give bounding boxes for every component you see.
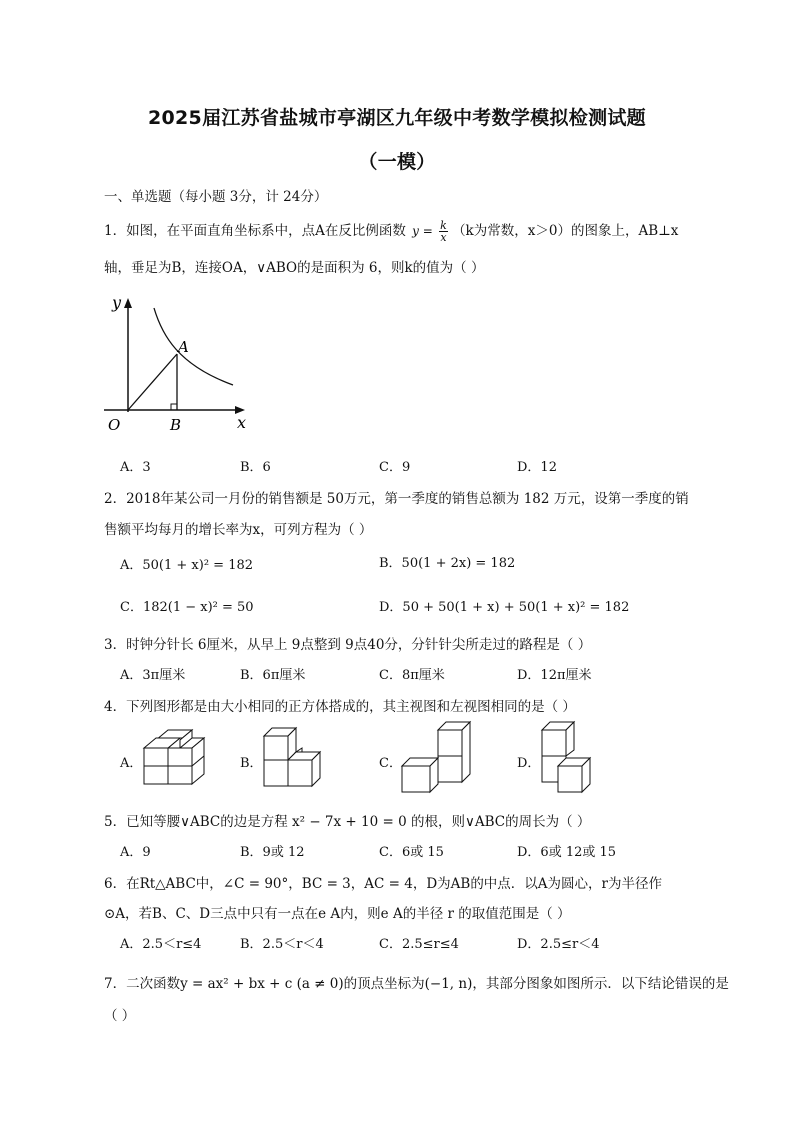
q5-option-a: A．9 bbox=[120, 845, 151, 860]
q1-option-a: A．3 bbox=[120, 460, 151, 475]
page-title: 2025届江苏省盐城市亭湖区九年级中考数学模拟检测试题 bbox=[148, 107, 646, 129]
q2-option-b: B．50(1 + 2x) = 182 bbox=[379, 556, 516, 571]
q5-option-b: B．9或 12 bbox=[240, 845, 305, 860]
right-angle-mark bbox=[171, 404, 177, 410]
label-x: x bbox=[237, 413, 247, 432]
q2-option-a: A．50(1 + x)² = 182 bbox=[120, 558, 254, 573]
q1-option-c: C．9 bbox=[379, 460, 411, 475]
fraction: $\frac{k}{x}$ bbox=[440, 219, 447, 244]
y-axis-arrow bbox=[124, 298, 132, 308]
question-2-line2: 售额平均每月的增长率为x，可列方程为（ ） bbox=[104, 522, 373, 538]
question-2-line1: 2．2018年某公司一月份的销售额是 50万元，第一季度的销售总额为 182 万元，设第一季度的销 bbox=[104, 491, 689, 507]
q4-figure-a bbox=[140, 726, 220, 788]
q2-option-d: D．50 + 50(1 + x) + 50(1 + x)² = 182 bbox=[379, 600, 630, 615]
label-y: y bbox=[112, 293, 122, 312]
question-5-line1: 5．已知等腰∨ABC的边是方程 x² − 7x + 10 = 0 的根，则∨ABC的周长为（ ） bbox=[104, 814, 591, 830]
q4-label-d: D． bbox=[517, 756, 541, 771]
question-4-line1: 4．下列图形都是由大小相同的正方体搭成的，其主视图和左视图相同的是（ ） bbox=[104, 699, 576, 715]
q4-label-a: A． bbox=[120, 756, 143, 771]
q4-label-b: B． bbox=[240, 756, 263, 771]
q4-figure-d bbox=[536, 720, 616, 796]
q3-option-c: C．8π厘米 bbox=[379, 668, 445, 683]
fraction-k-over-x: y = bbox=[412, 224, 433, 238]
q1-option-d: D．12 bbox=[517, 460, 557, 475]
question-7-line1: 7．二次函数y = ax² + bx + c (a ≠ 0)的顶点坐标为(−1, n)，其部分图象如图所示．以下结论错误的是 bbox=[104, 976, 729, 992]
hyperbola-curve bbox=[154, 308, 233, 385]
q4-figure-c bbox=[398, 720, 478, 796]
q2-option-c: C．182(1 − x)² = 50 bbox=[120, 600, 254, 615]
q5-option-c: C．6或 15 bbox=[379, 845, 444, 860]
q1-graph bbox=[98, 290, 258, 440]
label-b: B bbox=[170, 416, 182, 434]
q6-option-a: A．2.5＜r≤4 bbox=[120, 937, 202, 952]
q6-option-d: D．2.5≤r＜4 bbox=[517, 937, 600, 952]
question-1-line2: 轴，垂足为B，连接OA，∨ABO的是面积为 6，则k的值为（ ） bbox=[104, 260, 485, 276]
q6-option-c: C．2.5≤r≤4 bbox=[379, 937, 459, 952]
q6-option-b: B．2.5＜r＜4 bbox=[240, 937, 324, 952]
label-a: A bbox=[178, 338, 189, 356]
segment-oa bbox=[128, 354, 177, 410]
q3-option-a: A．3π厘米 bbox=[120, 668, 186, 683]
q3-option-d: D．12π厘米 bbox=[517, 668, 592, 683]
q5-option-d: D．6或 12或 15 bbox=[517, 845, 617, 860]
question-6-line2: ⊙A，若B、C、D三点中只有一点在e A内，则e A的半径 r 的取值范围是（ ） bbox=[104, 906, 571, 922]
section-header: 一、单选题（每小题 3分，计 24分） bbox=[104, 189, 328, 205]
q3-option-b: B．6π厘米 bbox=[240, 668, 306, 683]
label-o: O bbox=[108, 416, 121, 434]
question-7-line2: （ ） bbox=[104, 1008, 136, 1024]
q1-option-b: B．6 bbox=[240, 460, 271, 475]
question-6-line1: 6．在Rt△ABC中，∠C = 90°，BC = 3，AC = 4，D为AB的中点．以A为圆心，r为半径作 bbox=[104, 876, 663, 892]
q4-figure-b bbox=[258, 726, 338, 794]
q4-label-c: C． bbox=[379, 756, 402, 771]
page-subtitle: （一模） bbox=[358, 151, 436, 173]
question-1-line1: 1．如图，在平面直角坐标系中，点A在反比例函数 y = $\frac{k}{x}$ （k为常数，x＞0）的图象上，AB⊥x bbox=[104, 219, 679, 244]
question-3-line1: 3．时钟分针长 6厘米，从早上 9点整到 9点40分，分针针尖所走过的路程是（ ） bbox=[104, 637, 592, 653]
